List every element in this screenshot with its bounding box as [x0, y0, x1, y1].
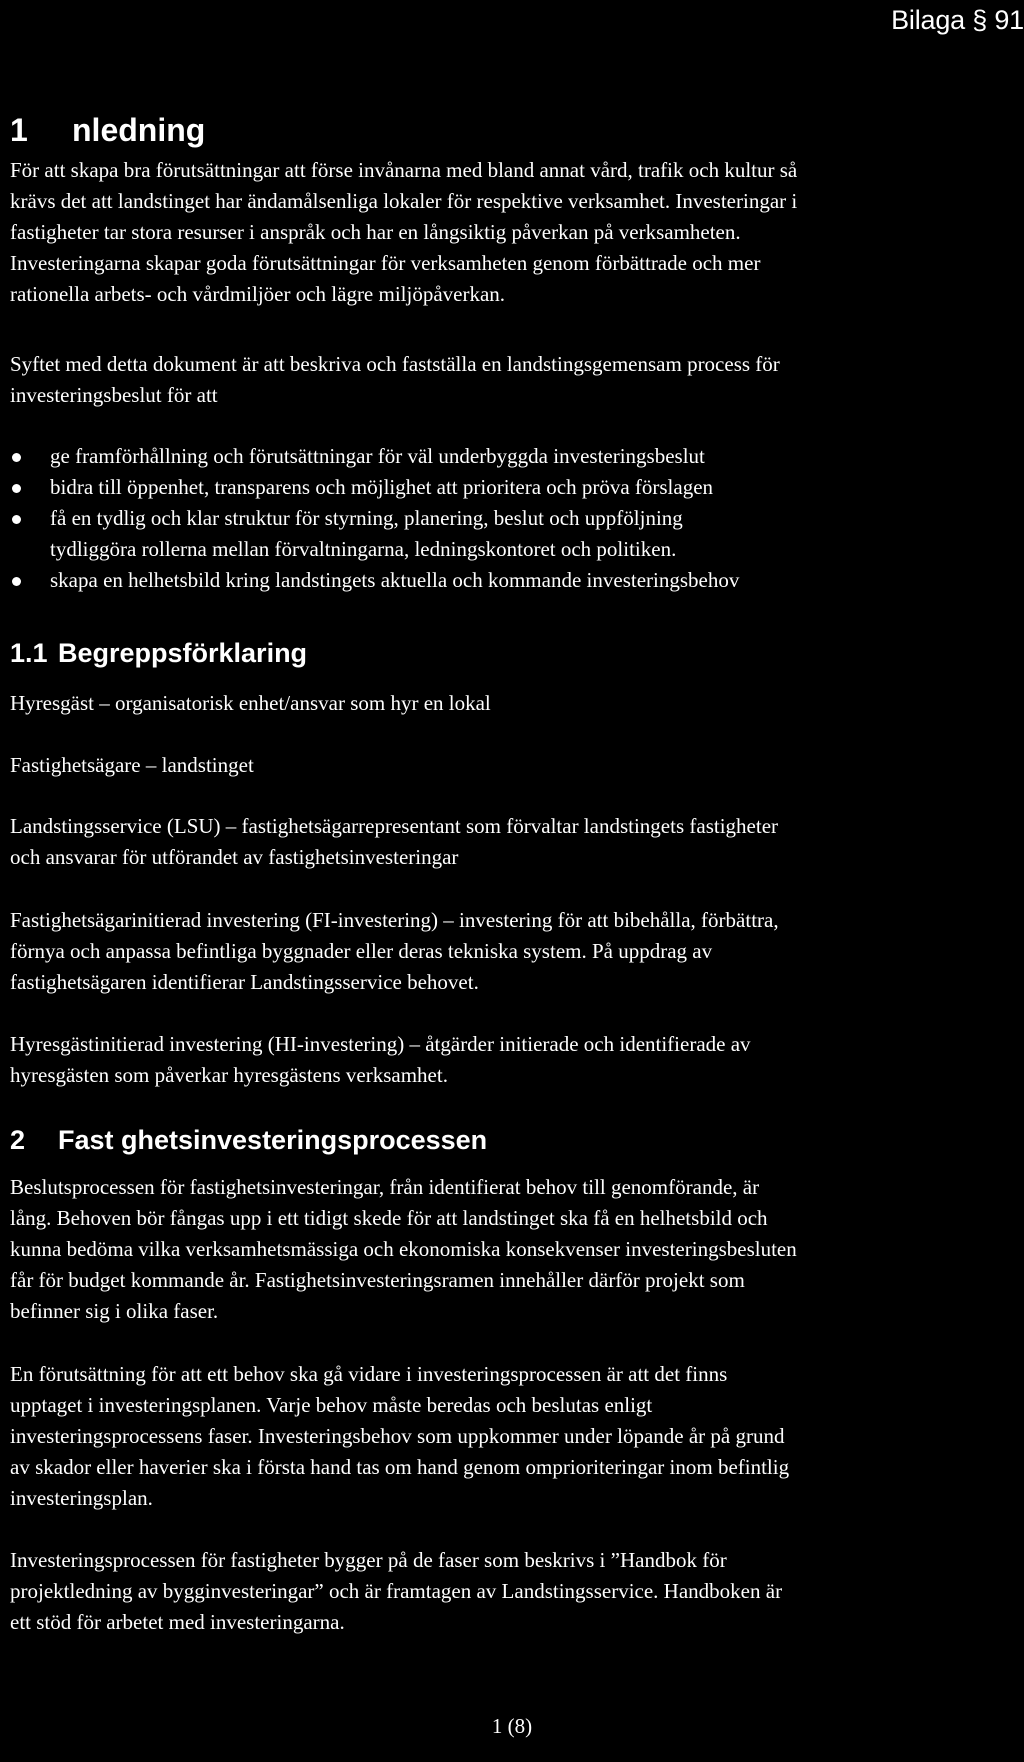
text-line: krävs det att landstinget har ändamålsenliga lokaler för respektive verksamhet. Investeringar i — [10, 189, 798, 213]
bullet-icon — [12, 484, 21, 493]
text-line: lång. Behoven bör fångas upp i ett tidigt skede för att landstinget ska få en helhetsbild och — [10, 1206, 768, 1230]
text-line: av skador eller haverier ska i första hand tas om hand genom omprioriteringar inom befintlig — [10, 1455, 790, 1479]
list-item — [10, 472, 1010, 503]
bullet-icon — [12, 453, 21, 462]
section-number: 2 — [10, 1125, 26, 1155]
definition-tenant — [10, 688, 1020, 719]
text-line: Hyresgäst – organisatorisk enhet/ansvar som hyr en lokal — [10, 691, 491, 715]
list-item-text: tydliggöra rollerna mellan förvaltningarna, ledningskontoret och politiken. — [50, 537, 677, 561]
text-line: upptaget i investeringsplanen. Varje behov måste beredas och beslutas enligt — [10, 1393, 653, 1417]
list-item-text: ge framförhållning och förutsättningar för väl underbyggda investeringsbeslut — [50, 444, 705, 468]
text-line: Investeringsprocessen för fastigheter bygger på de faser som beskrivs i ”Handbok för — [10, 1548, 727, 1572]
list-item-text: skapa en helhetsbild kring landstingets aktuella och kommande investeringsbehov — [50, 568, 740, 592]
text-line: investeringsbeslut för att — [10, 383, 218, 407]
text-line: fastigheter tar stora resurser i anspråk och har en långsiktig påverkan på verksamheten. — [10, 220, 741, 244]
definition-hi-investment — [10, 1029, 1020, 1091]
section-title: nledning — [72, 112, 206, 148]
list-item — [10, 503, 1010, 534]
definition-owner — [10, 750, 1020, 781]
text-line: Hyresgästinitierad investering (HI-investering) – åtgärder initierade och identifierade av — [10, 1032, 751, 1056]
list-item — [10, 441, 1010, 472]
bullet-icon — [12, 515, 21, 524]
text-line: kunna bedöma vilka verksamhetsmässiga och ekonomiska konsekvenser investeringsbesluten — [10, 1237, 797, 1261]
section-number: 1 — [10, 112, 28, 148]
text-line: befinner sig i olika faser. — [10, 1299, 219, 1323]
process-paragraph-3 — [10, 1545, 1020, 1638]
text-line: ett stöd för arbetet med investeringarna. — [10, 1610, 345, 1634]
list-item — [10, 534, 1010, 565]
text-line: Investeringarna skapar goda förutsättningar för verksamheten genom förbättrade och mer — [10, 251, 761, 275]
list-item-text: få en tydlig och klar struktur för styrning, planering, beslut och uppföljning — [50, 506, 683, 530]
process-paragraph-2 — [10, 1359, 1020, 1514]
purpose-list — [10, 441, 1010, 596]
intro-paragraph-2 — [10, 349, 1020, 411]
section-title: Begreppsförklaring — [58, 638, 308, 668]
section-1-heading — [10, 110, 205, 150]
text-line: Landstingsservice (LSU) – fastighetsägarrepresentant som förvaltar landstingets fastigheter — [10, 814, 779, 838]
section-2-heading — [10, 1123, 487, 1157]
text-line: Beslutsprocessen för fastighetsinvesteringar, från identifierat behov till genomförande, är — [10, 1175, 760, 1199]
list-item — [10, 565, 1010, 596]
text-line: investeringsprocessens faser. Investeringsbehov som uppkommer under löpande år på grund — [10, 1424, 785, 1448]
section-1-1-heading — [10, 636, 307, 670]
text-line: En förutsättning för att ett behov ska gå vidare i investeringsprocessen är att det finns — [10, 1362, 728, 1386]
text-line: får för budget kommande år. Fastighetsinvesteringsramen innehåller därför projekt som — [10, 1268, 745, 1292]
text-line: förnya och anpassa befintliga byggnader eller deras tekniska system. På uppdrag av — [10, 939, 713, 963]
definition-fi-investment — [10, 905, 1020, 998]
text-line: För att skapa bra förutsättningar att förse invånarna med bland annat vård, trafik och kultur så — [10, 158, 798, 182]
text-line: Syftet med detta dokument är att beskriva och fastställa en landstingsgemensam process för — [10, 352, 780, 376]
section-title: Fast ghetsinvesteringsprocessen — [58, 1125, 488, 1155]
text-line: Fastighetsägarinitierad investering (FI-investering) – investering för att bibehålla, förbättra, — [10, 908, 779, 932]
text-line: hyresgästen som påverkar hyresgästens verksamhet. — [10, 1063, 448, 1087]
text-line: och ansvarar för utförandet av fastighetsinvesteringar — [10, 845, 459, 869]
appendix-tag: Bilaga § 91 — [891, 5, 1024, 35]
section-number: 1.1 — [10, 638, 48, 668]
text-line: Fastighetsägare – landstinget — [10, 753, 254, 777]
process-paragraph-1 — [10, 1172, 1020, 1327]
text-line: investeringsplan. — [10, 1486, 153, 1510]
text-line: projektledning av bygginvesteringar” och är framtagen av Landstingsservice. Handboken är — [10, 1579, 783, 1603]
bullet-icon — [12, 577, 21, 586]
text-line: fastighetsägaren identifierar Landstingsservice behovet. — [10, 970, 479, 994]
intro-paragraph-1 — [10, 155, 1020, 310]
list-item-text: bidra till öppenhet, transparens och möjlighet att prioritera och pröva förslagen — [50, 475, 714, 499]
text-line: rationella arbets- och vårdmiljöer och lägre miljöpåverkan. — [10, 282, 506, 306]
page-number: 1 (8) — [491, 1714, 533, 1738]
definition-lsu — [10, 811, 1020, 873]
